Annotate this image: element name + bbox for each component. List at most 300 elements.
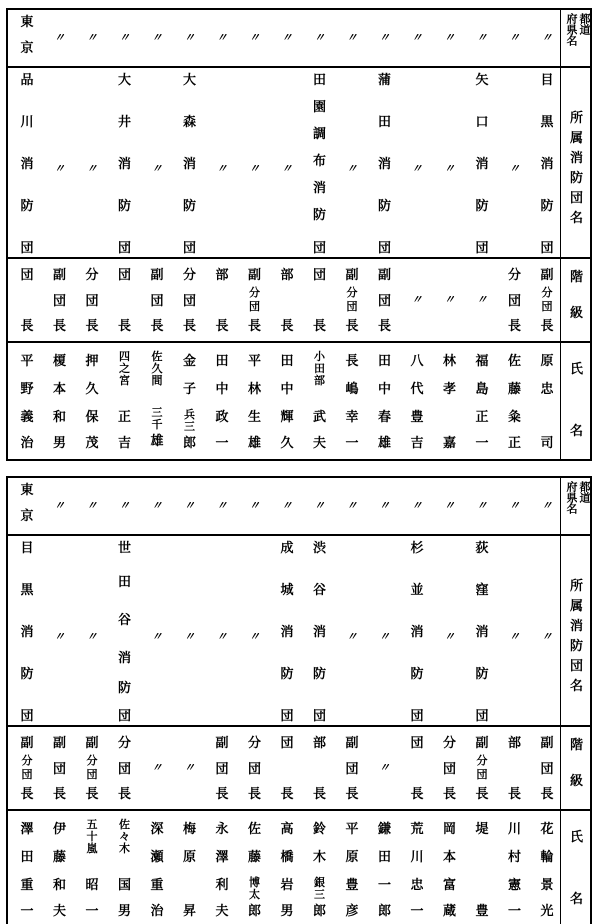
corps-cell (304, 536, 336, 725)
name-glyph: 一 (377, 878, 391, 893)
ditto-mark: 〃 (216, 499, 228, 512)
name-glyph: 伊 (52, 822, 66, 837)
rank-glyph: 副 (475, 736, 489, 751)
name-glyph: 鎌 (377, 822, 391, 837)
ditto-mark: 〃 (54, 499, 65, 512)
corps-glyph: 防 (20, 199, 34, 214)
name-glyph: 司 (540, 436, 554, 451)
name-glyph: 荒 (410, 822, 424, 837)
prefecture-cell (369, 478, 401, 534)
name-glyph: 男 (280, 904, 294, 919)
rank-glyph: 副 (345, 736, 359, 751)
name-glyph: 梅 (182, 822, 196, 837)
corps-glyph: 消 (117, 157, 131, 172)
prefecture-cell (109, 478, 141, 534)
rank-glyph: 分 (247, 736, 261, 751)
name-glyph: 田 (314, 362, 325, 375)
corps-cell (531, 68, 563, 257)
name-glyph: 郎 (312, 904, 326, 919)
name-glyph: 生 (247, 410, 261, 425)
name-glyph: 田 (377, 354, 391, 369)
corps-label-glyph: 所 (569, 579, 583, 594)
name-glyph: 茂 (85, 436, 99, 451)
corps-label-glyph: 消 (569, 151, 583, 166)
ditto-mark: 〃 (444, 499, 455, 512)
corps-glyph: 団 (377, 241, 391, 256)
name-glyph: 雄 (377, 436, 391, 451)
prefecture-cell (76, 478, 108, 534)
name-glyph: 郎 (182, 436, 196, 451)
name-glyph: 佐 (507, 354, 521, 369)
rank-glyph: 長 (150, 319, 164, 334)
corps-glyph: 田 (312, 73, 326, 88)
name-glyph: 押 (85, 354, 99, 369)
name-glyph: 三 (151, 406, 163, 419)
corps-label-glyph: 団 (569, 659, 583, 674)
prefecture-cell (499, 10, 531, 66)
name-cell (336, 343, 368, 459)
corps-glyph: 消 (117, 651, 131, 666)
corps-cell (499, 536, 531, 725)
corps-cell (76, 536, 108, 725)
rank-glyph: 分 (442, 736, 456, 751)
corps-glyph: 消 (540, 157, 554, 172)
rank-glyph: 長 (215, 319, 229, 334)
rank-cell (271, 259, 303, 341)
rank-glyph: 分 (541, 286, 553, 299)
name-glyph: 春 (377, 410, 391, 425)
name-glyph: 川 (507, 822, 521, 837)
rank-glyph: 副 (52, 268, 66, 283)
name-glyph: 一 (475, 436, 489, 451)
name-glyph: 治 (20, 436, 34, 451)
name-glyph: 治 (150, 904, 164, 919)
rank-glyph: 部 (312, 736, 326, 751)
name-glyph: 木 (312, 850, 326, 865)
corps-glyph: 川 (20, 115, 34, 130)
ditto-mark: 〃 (249, 630, 260, 643)
corps-label (561, 68, 592, 257)
name-glyph: 郎 (377, 904, 391, 919)
name-cell (531, 811, 563, 924)
corps-glyph: 防 (312, 208, 326, 223)
prefecture-cell (466, 10, 498, 66)
rank-glyph: 団 (410, 736, 424, 751)
corps-glyph: 消 (377, 157, 391, 172)
rank-cell (336, 259, 368, 341)
corps-cell (401, 68, 433, 257)
ditto-mark: 〃 (411, 293, 423, 306)
prefecture-label-text: 府県名 (565, 481, 578, 514)
prefecture-cell (434, 478, 466, 534)
name-glyph: 利 (215, 878, 229, 893)
corps-glyph: 森 (182, 115, 196, 130)
rank-glyph: 団 (21, 768, 33, 781)
rank-row (8, 725, 590, 809)
rank-glyph: 団 (20, 268, 34, 283)
ditto-mark: 〃 (444, 162, 455, 175)
name-glyph: 間 (151, 374, 163, 387)
corps-glyph: 防 (540, 199, 554, 214)
rank-glyph: 長 (280, 319, 294, 334)
rank-cell (109, 259, 141, 341)
name-glyph: 十 (86, 830, 98, 843)
rank-label-glyph: 階 (569, 270, 583, 285)
name-label-glyph: 名 (569, 892, 583, 907)
name-glyph: 原 (345, 850, 359, 865)
prefecture-label (561, 10, 592, 66)
name-glyph: 輪 (540, 850, 554, 865)
rank-glyph: 長 (345, 787, 359, 802)
ditto-mark: 〃 (509, 162, 520, 175)
name-glyph: 男 (117, 904, 131, 919)
rank-glyph: 団 (312, 268, 326, 283)
rank-glyph: 団 (442, 762, 456, 777)
corps-glyph: 団 (20, 241, 34, 256)
prefecture-cell (206, 478, 238, 534)
name-cell (109, 811, 141, 924)
name-glyph: 榎 (52, 354, 66, 369)
name-glyph: 澤 (215, 850, 229, 865)
corps-glyph: 防 (182, 199, 196, 214)
corps-glyph: 防 (280, 667, 294, 682)
name-glyph: 三 (184, 420, 195, 433)
rank-label-glyph: 級 (569, 306, 583, 321)
name-glyph: 富 (442, 878, 456, 893)
rank-cell (531, 727, 563, 809)
name-glyph: 武 (312, 410, 326, 425)
name-cell (174, 343, 206, 459)
rank-glyph: 分 (249, 286, 260, 299)
name-glyph: 男 (52, 436, 66, 451)
corps-cell (206, 536, 238, 725)
rank-glyph: 部 (280, 268, 294, 283)
name-glyph: 藤 (247, 850, 261, 865)
rank-glyph: 分 (21, 754, 33, 767)
name-label-glyph: 氏 (569, 362, 583, 377)
rank-cell (206, 727, 238, 809)
name-glyph: 藤 (507, 382, 521, 397)
name-glyph: 郎 (247, 904, 261, 919)
corps-glyph: 窪 (475, 583, 489, 598)
corps-glyph: 団 (280, 709, 294, 724)
corps-glyph: 大 (117, 73, 131, 88)
corps-cell (11, 68, 43, 257)
corps-glyph: 防 (475, 667, 489, 682)
name-glyph: 部 (314, 374, 325, 387)
rank-glyph: 団 (540, 762, 554, 777)
name-glyph: 川 (410, 850, 424, 865)
name-glyph: 嘉 (442, 436, 456, 451)
rank-cell (531, 259, 563, 341)
name-cell (271, 343, 303, 459)
corps-cell (239, 68, 271, 257)
name-glyph: 鈴 (312, 822, 326, 837)
name-row (8, 809, 590, 924)
rank-label (561, 259, 592, 341)
rank-cell (466, 727, 498, 809)
name-cell (141, 811, 173, 924)
rank-glyph: 長 (247, 319, 261, 334)
ditto-mark: 〃 (119, 499, 130, 512)
prefecture-cell (174, 10, 206, 66)
prefecture-cell (434, 10, 466, 66)
corps-cell (336, 536, 368, 725)
corps-glyph: 消 (475, 625, 489, 640)
name-glyph: 光 (540, 904, 554, 919)
corps-glyph: 団 (182, 241, 196, 256)
corps-cell (11, 536, 43, 725)
name-glyph: 忠 (410, 878, 424, 893)
ditto-mark: 〃 (476, 31, 488, 44)
name-glyph: 橋 (280, 850, 294, 865)
corps-cell (531, 536, 563, 725)
name-glyph: 村 (507, 850, 521, 865)
name-cell (369, 811, 401, 924)
name-glyph: 豊 (410, 410, 424, 425)
prefecture-cell (304, 478, 336, 534)
corps-glyph: 園 (312, 100, 326, 115)
corps-glyph: 黒 (20, 583, 34, 598)
rank-glyph: 副 (377, 268, 391, 283)
rank-glyph: 団 (117, 268, 131, 283)
ditto-mark: 〃 (184, 630, 195, 643)
corps-glyph: 渋 (312, 541, 326, 556)
corps-glyph: 防 (475, 199, 489, 214)
name-glyph: 佐 (119, 818, 130, 831)
name-glyph: 豊 (345, 878, 359, 893)
rank-glyph: 部 (215, 268, 229, 283)
name-glyph: 宮 (119, 374, 130, 387)
name-glyph: 正 (117, 410, 131, 425)
name-glyph: 昭 (85, 878, 99, 893)
rank-glyph: 分 (85, 268, 99, 283)
rank-glyph: 副 (150, 268, 164, 283)
ditto-mark: 〃 (249, 31, 260, 44)
rank-glyph: 副 (540, 736, 554, 751)
rank-glyph: 分 (476, 754, 488, 767)
rank-glyph: 部 (507, 736, 521, 751)
rank-glyph: 副 (85, 736, 99, 751)
name-glyph: 久 (280, 436, 294, 451)
rank-glyph: 団 (182, 294, 196, 309)
ditto-mark: 〃 (184, 31, 195, 44)
ditto-mark: 〃 (151, 162, 163, 175)
rank-glyph: 長 (20, 319, 34, 334)
ditto-mark: 〃 (184, 761, 195, 774)
name-cell (401, 343, 433, 459)
ditto-mark: 〃 (54, 31, 65, 44)
name-cell (174, 811, 206, 924)
name-glyph: 花 (540, 822, 554, 837)
corps-glyph: 黒 (540, 115, 554, 130)
ditto-mark: 〃 (541, 31, 553, 44)
name-glyph: 澤 (20, 822, 34, 837)
corps-cell (174, 536, 206, 725)
prefecture-label-text: 府県名 (565, 13, 578, 46)
rank-glyph: 長 (52, 787, 66, 802)
rank-label (561, 727, 592, 809)
name-glyph: 粂 (507, 410, 521, 425)
name-cell (76, 811, 108, 924)
rank-glyph: 副 (345, 268, 359, 283)
name-cell (499, 811, 531, 924)
name-glyph: 佐 (247, 822, 261, 837)
prefecture-cell (271, 10, 303, 66)
corps-label-glyph: 団 (569, 191, 583, 206)
name-cell (369, 343, 401, 459)
name-glyph: 一 (85, 904, 99, 919)
rank-glyph: 長 (52, 319, 66, 334)
name-glyph: 永 (215, 822, 229, 837)
name-glyph: 重 (150, 878, 164, 893)
prefecture-cell (44, 478, 76, 534)
rank-glyph: 団 (85, 294, 99, 309)
rank-cell (239, 727, 271, 809)
name-glyph: 義 (20, 410, 34, 425)
name-glyph: 田 (215, 354, 229, 369)
name-glyph: 銀 (314, 876, 325, 889)
name-cell (109, 343, 141, 459)
name-glyph: 彦 (345, 904, 359, 919)
ditto-mark: 〃 (216, 630, 228, 643)
prefecture-cell (336, 478, 368, 534)
name-glyph: 代 (410, 382, 424, 397)
corps-label-glyph: 防 (569, 639, 583, 654)
name-glyph: 三 (314, 888, 325, 901)
corps-cell (44, 68, 76, 257)
rank-cell (369, 259, 401, 341)
ditto-mark: 〃 (281, 162, 293, 175)
rank-glyph: 団 (346, 300, 358, 313)
name-glyph: 兵 (184, 408, 195, 421)
rank-glyph: 長 (117, 319, 131, 334)
rank-glyph: 分 (86, 754, 98, 767)
rank-glyph: 団 (377, 294, 391, 309)
rank-cell (271, 727, 303, 809)
corps-glyph: 消 (280, 625, 294, 640)
ditto-mark: 〃 (509, 499, 520, 512)
ditto-mark: 〃 (281, 499, 293, 512)
corps-glyph: 団 (117, 709, 131, 724)
name-cell (206, 811, 238, 924)
name-cell (76, 343, 108, 459)
name-glyph: 田 (280, 354, 294, 369)
corps-cell (271, 68, 303, 257)
name-glyph: 雄 (247, 436, 261, 451)
name-glyph: 吉 (117, 436, 131, 451)
ditto-mark: 〃 (541, 630, 553, 643)
corps-cell (466, 536, 498, 725)
corps-label-glyph: 名 (569, 211, 583, 226)
rank-glyph: 団 (215, 762, 229, 777)
corps-glyph: 口 (475, 115, 489, 130)
rank-glyph: 長 (280, 787, 294, 802)
name-glyph: 岡 (442, 822, 456, 837)
corps-row (8, 534, 590, 725)
name-glyph: 豊 (475, 904, 489, 919)
prefecture-glyph: 東 (20, 15, 34, 30)
ditto-mark: 〃 (509, 31, 520, 44)
name-glyph: 雄 (150, 434, 164, 449)
rank-glyph: 長 (475, 787, 489, 802)
name-glyph: 島 (475, 382, 489, 397)
name-cell (44, 811, 76, 924)
ditto-mark: 〃 (86, 499, 98, 512)
name-glyph: 本 (442, 850, 456, 865)
name-cell (466, 343, 498, 459)
ditto-mark: 〃 (184, 499, 195, 512)
corps-label-glyph: 消 (569, 619, 583, 634)
rank-glyph: 長 (442, 787, 456, 802)
prefecture-cell (44, 10, 76, 66)
corps-glyph: 防 (20, 667, 34, 682)
ditto-mark: 〃 (86, 31, 98, 44)
name-glyph: 四 (119, 350, 130, 363)
rank-glyph: 団 (280, 736, 294, 751)
name-glyph: 一 (345, 436, 359, 451)
name-glyph: 幸 (345, 410, 359, 425)
name-cell (141, 343, 173, 459)
name-glyph: 一 (215, 436, 229, 451)
rank-cell (11, 727, 43, 809)
name-glyph: 平 (247, 354, 261, 369)
name-label (561, 811, 592, 924)
name-glyph: 田 (377, 850, 391, 865)
name-glyph: 平 (20, 354, 34, 369)
rank-glyph: 分 (507, 268, 521, 283)
prefecture-cell (141, 478, 173, 534)
name-glyph: 堤 (475, 822, 489, 837)
ditto-mark: 〃 (379, 499, 390, 512)
rank-glyph: 長 (85, 787, 99, 802)
prefecture-cell (174, 478, 206, 534)
prefecture-label-text: 都道 (578, 481, 591, 503)
ditto-mark: 〃 (314, 31, 325, 44)
ditto-mark: 〃 (476, 499, 488, 512)
corps-glyph: 消 (20, 157, 34, 172)
corps-cell (369, 536, 401, 725)
name-glyph: 吉 (410, 436, 424, 451)
rank-glyph: 団 (52, 294, 66, 309)
ditto-mark: 〃 (379, 761, 390, 774)
name-glyph: 昇 (182, 904, 196, 919)
name-glyph: 中 (215, 382, 229, 397)
corps-glyph: 矢 (475, 73, 489, 88)
rank-cell (304, 259, 336, 341)
rank-glyph: 団 (476, 768, 488, 781)
name-glyph: 久 (85, 382, 99, 397)
corps-label-glyph: 属 (569, 599, 583, 614)
name-glyph: 太 (249, 888, 260, 901)
rank-cell (141, 259, 173, 341)
rank-glyph: 副 (20, 736, 34, 751)
name-glyph: 田 (20, 850, 34, 865)
rank-glyph: 長 (410, 787, 424, 802)
rank-cell (76, 259, 108, 341)
ditto-mark: 〃 (411, 31, 423, 44)
corps-cell (304, 68, 336, 257)
name-cell (466, 811, 498, 924)
corps-glyph: 田 (117, 575, 131, 590)
name-cell (434, 811, 466, 924)
ditto-mark: 〃 (346, 31, 358, 44)
corps-cell (336, 68, 368, 257)
rank-glyph: 長 (507, 319, 521, 334)
corps-label-glyph: 所 (569, 111, 583, 126)
corps-glyph: 世 (117, 541, 131, 556)
corps-cell (109, 536, 141, 725)
